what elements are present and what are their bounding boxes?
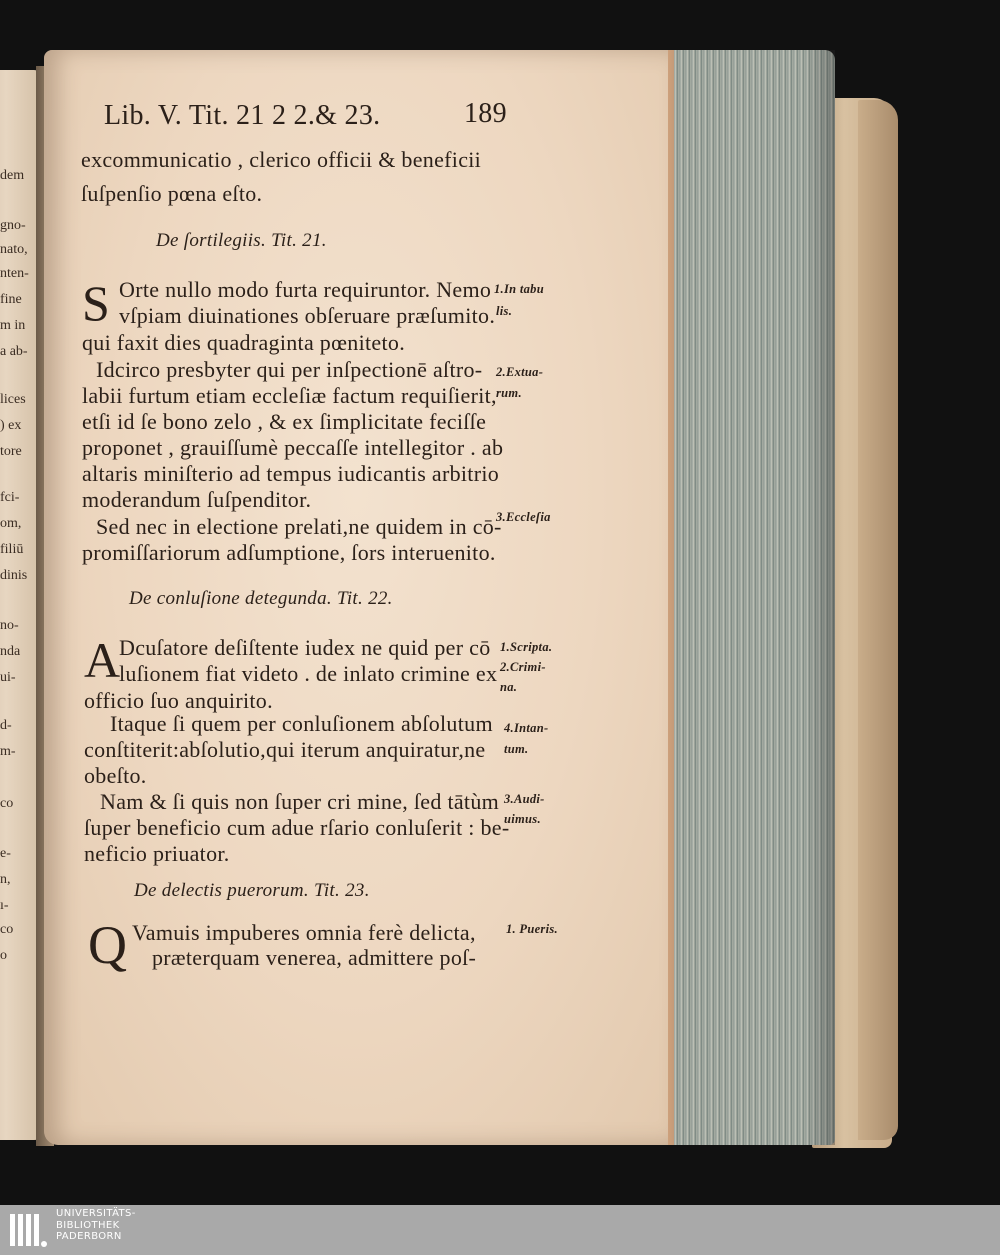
text-line: præterquam venerea, admittere poſ- bbox=[152, 945, 477, 970]
margin-note: 1.Scripta. bbox=[500, 640, 553, 654]
text-line: ſuſpenſio pœna eſto. bbox=[81, 181, 263, 206]
left-page-fragment: o bbox=[0, 948, 7, 963]
text-line: obeſto. bbox=[84, 763, 147, 788]
left-page-fragment: fci- bbox=[0, 490, 20, 505]
left-page-fragment: no- bbox=[0, 618, 19, 633]
text-line: Sed nec in electione prelati,ne quidem in cō- bbox=[96, 514, 502, 539]
margin-note: 1. Pueris. bbox=[506, 922, 558, 936]
left-page-fragment: fine bbox=[0, 292, 22, 307]
library-logo-icon bbox=[8, 1210, 48, 1250]
running-header: Lib. V. Tit. 21 2 2.& 23. bbox=[104, 100, 381, 131]
text-line: conſtiterit:abſolutio,qui iterum anquiratur,ne bbox=[84, 737, 486, 762]
margin-note: 2.Extua- bbox=[496, 365, 544, 379]
footer-bar bbox=[0, 1205, 1000, 1255]
main-page bbox=[44, 50, 668, 1145]
margin-note: 3.Audi- bbox=[504, 792, 545, 806]
margin-note: 2.Crimi- bbox=[500, 660, 546, 674]
margin-note: 4.Intan- bbox=[504, 721, 549, 735]
section-heading: De conluſione detegunda. Tit. 22. bbox=[129, 588, 393, 609]
left-page-fragment: e- bbox=[0, 846, 11, 861]
text-line: moderandum ſuſpenditor. bbox=[82, 487, 312, 512]
left-page-fragment: nten- bbox=[0, 266, 29, 281]
section-heading: De ſortilegiis. Tit. 21. bbox=[156, 230, 327, 251]
left-page-fragment: nda bbox=[0, 644, 21, 659]
left-page-fragment: n, bbox=[0, 872, 11, 887]
page-number: 189 bbox=[464, 98, 507, 129]
text-line: Idcirco presbyter qui per inſpectionē aſtro- bbox=[96, 357, 483, 382]
text-line: qui faxit dies quadraginta pœniteto. bbox=[82, 330, 405, 355]
text-line: Nam & ſi quis non ſuper cri mine, ſed tātùm bbox=[100, 789, 500, 814]
page-block-edge bbox=[650, 50, 835, 1145]
library-name-line: BIBLIOTHEK bbox=[56, 1219, 120, 1231]
left-page-fragment: ı- bbox=[0, 898, 9, 913]
text-line: etſi id ſe bono zelo , & ex ſimplicitate feciſſe bbox=[82, 409, 487, 434]
text-line: Dcuſatore deſiſtente iudex ne quid per cō bbox=[119, 635, 491, 660]
back-cover-flap bbox=[858, 100, 898, 1140]
left-page-fragment: dinis bbox=[0, 568, 28, 583]
left-page-fragment: a ab- bbox=[0, 344, 28, 359]
library-name bbox=[56, 1208, 136, 1243]
text-line: labii furtum etiam eccleſiæ factum requiſierit, bbox=[82, 383, 497, 408]
margin-note: 1.In tabu bbox=[494, 282, 544, 296]
margin-note: rum. bbox=[496, 386, 522, 400]
initial-letter: A bbox=[84, 632, 121, 688]
library-name-line: PADERBORN bbox=[56, 1231, 122, 1242]
text-line: Orte nullo modo furta requiruntor. Nemo bbox=[119, 277, 492, 302]
text-line: officio ſuo anquirito. bbox=[84, 688, 273, 713]
margin-note: na. bbox=[500, 680, 518, 694]
left-page-fragment: nato, bbox=[0, 242, 28, 257]
text-line: excommunicatio , clerico officii & beneficii bbox=[81, 147, 482, 172]
text-line: proponet , grauiſſumè peccaſſe intellegitor . ab bbox=[82, 435, 504, 460]
margin-note: 3.Eccleſia bbox=[496, 510, 551, 524]
text-line: Itaque ſi quem per conluſionem abſolutum bbox=[110, 711, 493, 736]
left-page-fragment: m in bbox=[0, 318, 26, 333]
initial-letter: S bbox=[82, 275, 110, 331]
text-line: ſuper beneficio cum adue rſario conluſerit : be- bbox=[84, 815, 510, 840]
left-page-fragment: tore bbox=[0, 444, 22, 459]
initial-letter: Q bbox=[88, 915, 127, 975]
text-line: vſpiam diuinationes obſeruare præſumito. bbox=[119, 303, 496, 328]
text-line: altaris miniſterio ad tempus iudicantis arbitrio bbox=[82, 461, 500, 486]
text-line: promiſſariorum adſumptione, ſors interuenito. bbox=[82, 540, 496, 565]
left-page-fragment: om, bbox=[0, 516, 22, 531]
left-page-fragment: ui- bbox=[0, 670, 16, 685]
left-page-fragment: filiū bbox=[0, 542, 24, 557]
margin-note: lis. bbox=[496, 304, 513, 318]
left-page-fragment: lices bbox=[0, 392, 26, 407]
library-name-line: UNIVERSITÄTS- bbox=[56, 1208, 136, 1219]
section-heading: De delectis puerorum. Tit. 23. bbox=[134, 880, 370, 901]
left-page-fragment: ) ex bbox=[0, 418, 22, 433]
text-line: neficio priuator. bbox=[84, 841, 230, 866]
left-page-fragment: m- bbox=[0, 744, 16, 759]
margin-note: uimus. bbox=[504, 812, 541, 826]
left-page-fragment: gno- bbox=[0, 218, 26, 233]
margin-note: tum. bbox=[504, 742, 529, 756]
left-page-fragment: co bbox=[0, 796, 14, 811]
text-line: Vamuis impuberes omnia ferè delicta, bbox=[132, 920, 476, 945]
left-page-fragment: d- bbox=[0, 718, 12, 733]
left-page-fragment: dem bbox=[0, 168, 25, 183]
text-line: luſionem fiat videto . de inlato crimine ex bbox=[119, 661, 498, 686]
left-page-fragment: co bbox=[0, 922, 14, 937]
